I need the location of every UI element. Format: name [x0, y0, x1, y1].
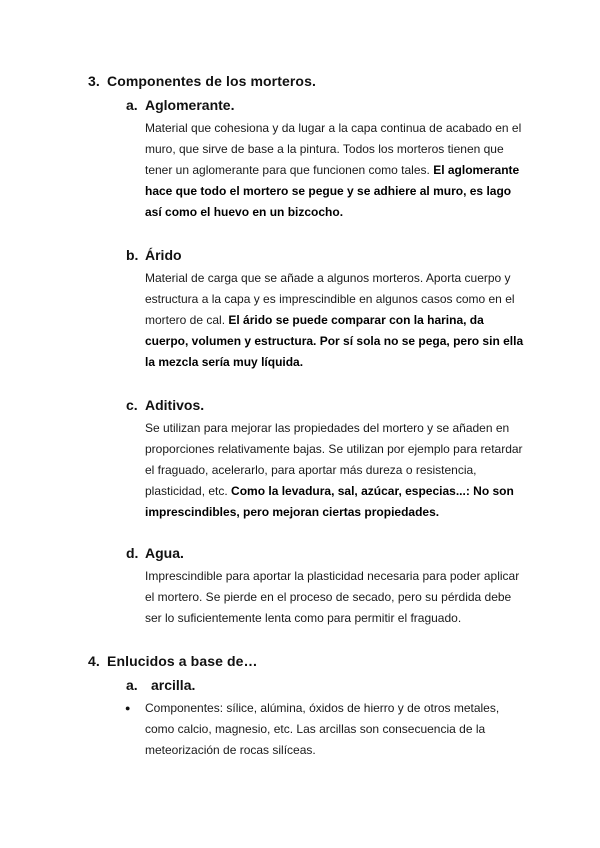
subsection-title: Aditivos. [145, 397, 205, 413]
paragraph-text: Material que cohesiona y da lugar a la capa continua de acabado en el muro, que sirve de base a la pintura. Todos los morteros tienen que tener un aglomerante para que funcionen como tales. [145, 121, 522, 177]
subsection-d-paragraph [145, 566, 530, 629]
subsection-title: Aglomerante. [145, 97, 235, 113]
section-3-heading [88, 73, 316, 89]
subsection-letter: c. [126, 397, 138, 413]
paragraph-text: Se utilizan para mejorar las propiedades del mortero y se añaden en proporciones relativamente bajas. Se utilizan por ejemplo para retardar el fraguado, acelerarlo, para aportar más dureza o resistencia, plasticidad, etc. [145, 421, 523, 498]
paragraph-bold-text: Como la levadura, sal, azúcar, especias...: No son imprescindibles, pero mejoran ciertas propiedades. [145, 484, 514, 519]
subsection-d-heading [126, 545, 184, 561]
section-number: 4. [88, 653, 100, 669]
subsection-title: Agua. [145, 545, 184, 561]
subsection-4a-heading [126, 677, 195, 693]
section-number: 3. [88, 73, 100, 89]
subsection-a-paragraph [145, 118, 530, 223]
section-title: Enlucidos a base de… [107, 653, 258, 669]
paragraph-text: Material de carga que se añade a algunos morteros. Aporta cuerpo y estructura a la capa y es imprescindible en algunos casos como en el mortero de cal. [145, 271, 515, 327]
section-title: Componentes de los morteros. [107, 73, 316, 89]
paragraph-text: Imprescindible para aportar la plasticidad necesaria para poder aplicar el mortero. Se pierde en el proceso de secado, pero su pérdida debe ser lo suficientemente lenta como para permitir el fraguado. [145, 569, 520, 625]
paragraph-bold-text: El aglomerante hace que todo el mortero se pegue y se adhiere al muro, es lago así como el huevo en un bizcocho. [145, 163, 520, 219]
subsection-b-heading [126, 247, 182, 263]
subsection-c-heading [126, 397, 204, 413]
subsection-letter: a. [126, 97, 138, 113]
bullet-icon: ● [125, 703, 131, 713]
paragraph-bold-text: El árido se puede comparar con la harina, da cuerpo, volumen y estructura. Por sí sola no se pega, pero sin ella la mezcla sería muy líquida. [145, 313, 524, 369]
subsection-4a-bullet-paragraph [145, 698, 530, 761]
subsection-title: arcilla. [151, 677, 196, 693]
subsection-c-paragraph [145, 418, 530, 523]
subsection-letter: b. [126, 247, 139, 263]
subsection-b-paragraph [145, 268, 530, 373]
subsection-letter: a. [126, 677, 138, 693]
subsection-title: Árido [145, 247, 182, 263]
section-4-heading [88, 653, 258, 669]
subsection-a-heading [126, 97, 234, 113]
paragraph-text: Componentes: sílice, alúmina, óxidos de hierro y de otros metales, como calcio, magnesio, etc. Las arcillas son consecuencia de la meteorización de rocas silíceas. [145, 701, 500, 757]
subsection-letter: d. [126, 545, 139, 561]
